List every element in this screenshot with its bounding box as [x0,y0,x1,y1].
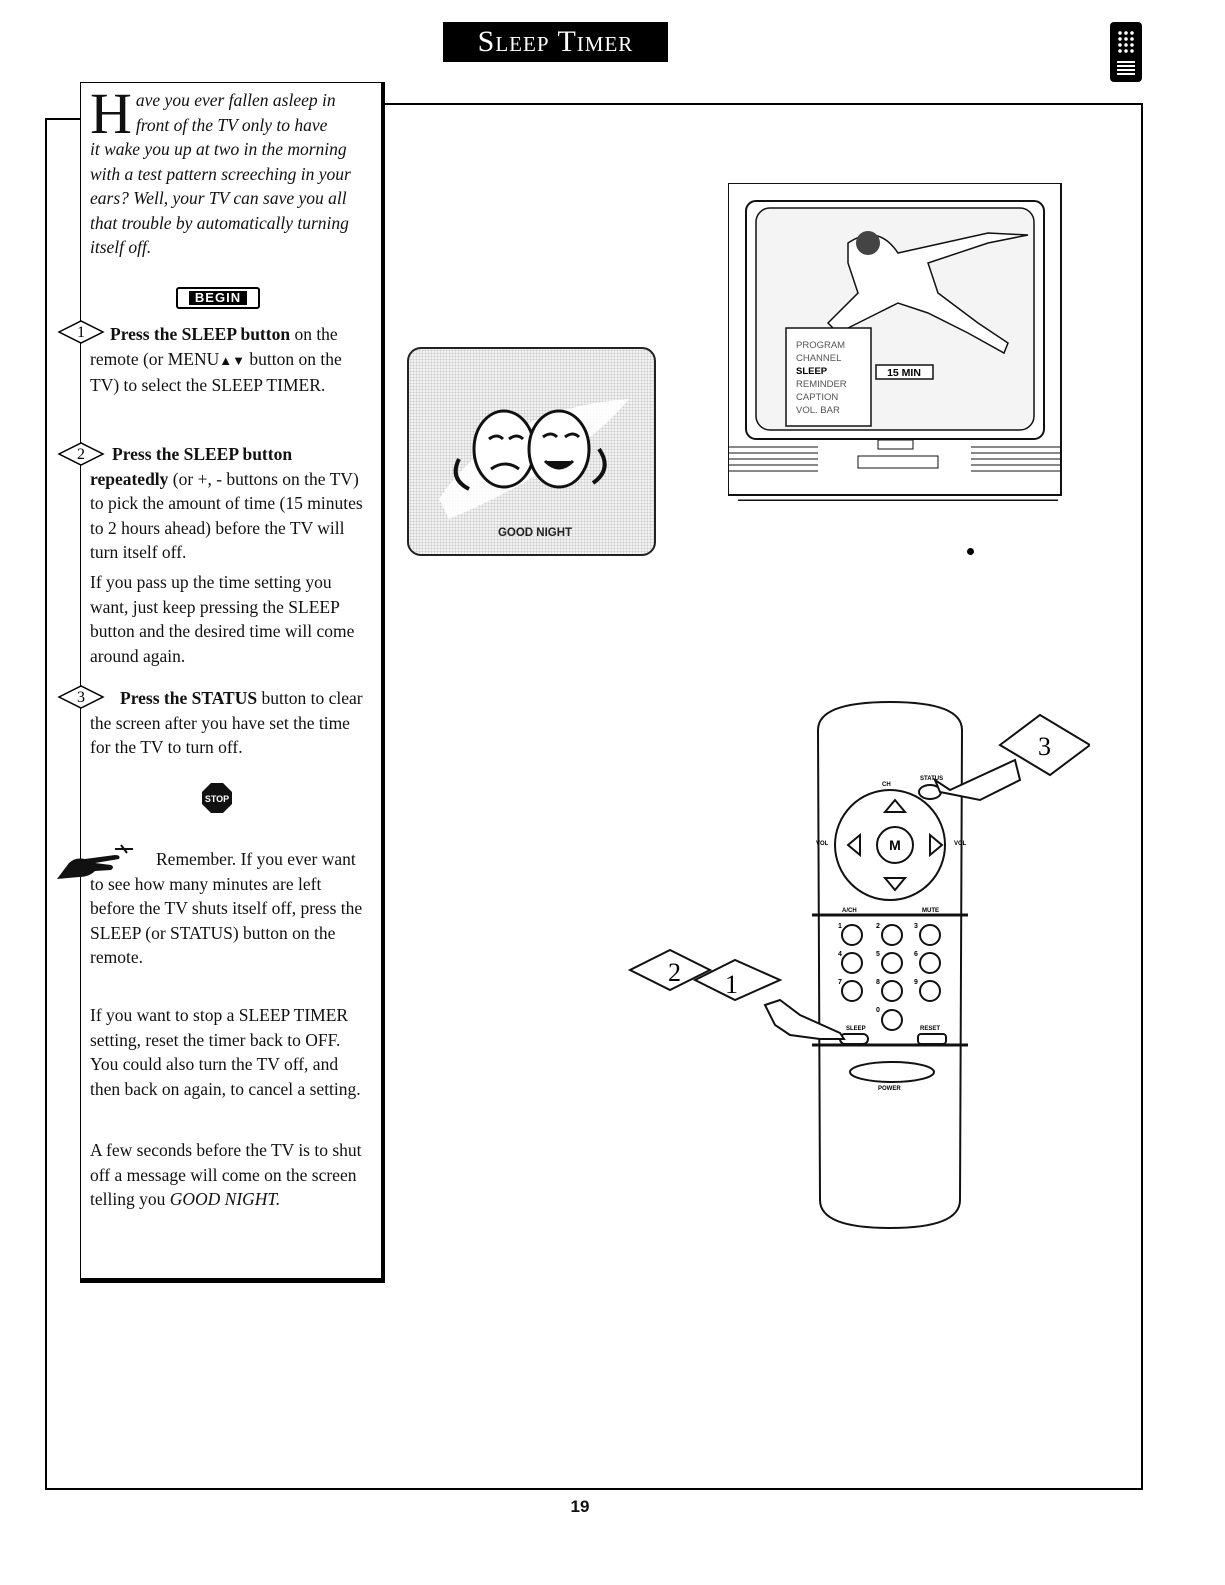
remote-digit-7: 7 [838,979,842,986]
remote-power-label: POWER [878,1086,901,1092]
frame-left-tick [45,118,81,120]
stop-label: STOP [204,794,230,804]
remote-reset-label: RESET [920,1026,941,1032]
remote-digit-1: 1 [838,923,842,930]
intro-line-1: ave you ever fallen asleep in [135,90,336,110]
pointing-hand-sleep-icon [760,995,850,1055]
step-2-text [90,442,370,565]
tv-menu-item-channel: CHANNEL [796,353,842,364]
step-1-number: 1 [77,324,85,341]
frame-top-line [370,103,1143,105]
tv-menu-item-caption: CAPTION [796,392,839,403]
step-2-note: If you pass up the time setting you want, just keep pressing the SLEEP button and the desired time will come around again. [90,572,355,666]
tv-menu-item-reminder: REMINDER [796,379,847,390]
intro-line-2: front of the TV only to have [135,114,328,135]
callout-1: 1 [725,970,738,999]
remote-digit-0: 0 [876,1007,880,1014]
remote-icon [1110,22,1142,82]
remote-ch-label: CH [882,782,891,788]
tv-menu-item-volbar: VOL. BAR [796,405,840,416]
page-number: 19 [570,1497,590,1516]
remote-vol-right-label: VOL [954,841,967,847]
remote-mute-label: MUTE [922,908,939,914]
tv-menu-item-program: PROGRAM [796,340,846,351]
remote-digit-6: 6 [914,951,918,958]
begin-badge [176,287,260,309]
step-3-text [90,686,370,760]
intro-paragraph [90,81,370,260]
step-1-body-b: button on the TV) to select the SLEEP TIMER. [90,348,342,395]
remote-digit-5: 5 [876,951,880,958]
remember-note [90,847,370,970]
frame-left-line [45,118,47,1490]
step-2-body: (or +, - buttons on the TV) to pick the amount of time (15 minutes to 2 hours ahead) before the TV will turn itself off. [90,468,363,562]
remote-control-illustration [770,700,1090,1230]
stop-sign-icon [201,782,233,814]
instruction-sidebar [80,82,385,1283]
remote-vol-left-label: VOL [816,841,829,847]
begin-label: BEGIN [189,291,247,305]
remember-body: If you ever want to see how many minutes are left before the TV shuts itself off, press the SLEEP (or STATUS) button on the remote. [90,849,363,967]
remote-status-label: STATUS [920,776,944,782]
frame-bottom-line [45,1488,1143,1490]
callout-3: 3 [1038,732,1051,761]
closing-text: A few seconds before the TV is to shut off a message will come on the screen telling you [90,1140,362,1209]
intro-drop-cap: H [90,81,132,146]
step-3-title: Press the STATUS [120,688,258,708]
remote-digit-4: 4 [838,951,842,958]
remote-digit-9: 9 [914,979,918,986]
tv-menu-item-sleep: SLEEP [796,366,828,377]
tv-menu-value: 15 MIN [887,367,921,379]
step-1-title: Press the SLEEP button [110,324,291,344]
remote-digit-3: 3 [914,923,918,930]
remote-ach-label: A/CH [842,908,857,914]
callout-2: 2 [668,958,681,987]
step-1-text [90,322,370,398]
step-1-body-a: on the remote (or MENU [90,324,338,369]
step-3-number: 3 [77,689,85,706]
closing-paragraph [90,1138,370,1212]
stop-timer-paragraph: If you want to stop a SLEEP TIMER setting, reset the timer back to OFF. You could also turn the TV off, and then back on again, to cancel a setting. [90,1005,361,1099]
remote-menu-label: M [889,837,901,853]
remote-digit-8: 8 [876,979,880,986]
good-night-caption: GOOD NIGHT [497,527,573,539]
remember-lead: Remember. [156,849,237,869]
step-1-arrows: ▲▼ [219,352,246,368]
closing-emphasis: GOOD NIGHT. [169,1189,281,1209]
remote-sleep-label: SLEEP [846,1026,866,1032]
intro-rest: it wake you up at two in the morning with a test pattern screeching in your ears? Well, your TV can save you all that trouble by automatically turning itself off. [90,139,351,257]
step-3-body: button to clear the screen after you have set the time for the TV to turn off. [90,688,363,757]
page-title: Sleep Timer [443,22,668,62]
remote-digit-2: 2 [876,923,880,930]
step-2-title: Press the SLEEP button repeatedly [90,444,293,489]
frame-right-line [1141,103,1143,1490]
step-2-number: 2 [77,446,85,463]
bullet-dot [967,548,974,555]
television-illustration [728,183,1063,501]
